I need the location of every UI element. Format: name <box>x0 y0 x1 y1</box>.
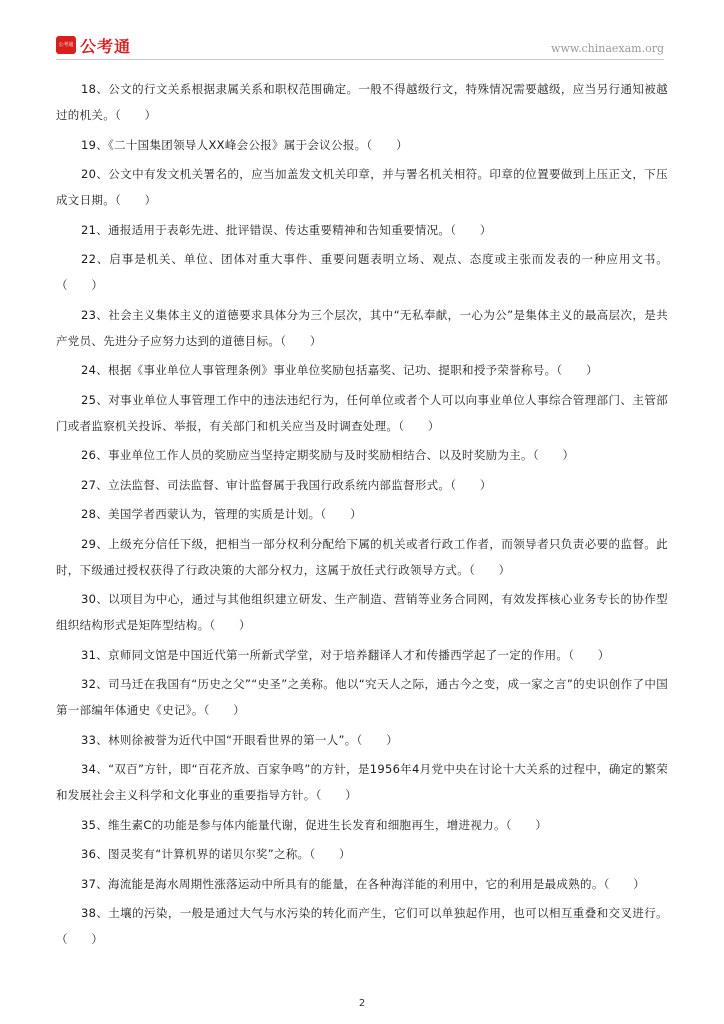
site-url[interactable]: www.chinaexam.org <box>551 42 664 55</box>
question-item-34: 34、“双百”方针，即“百花齐放、百家争鸣”的方针，是1956年4月党中央在讨论十大关系的过程中，确定的繁荣和发展社会主义科学和文化事业的重要指导方针。（ ） <box>56 762 668 802</box>
question-item-28: 28、美国学者西蒙认为，管理的实质是计划。（ ） <box>81 507 362 521</box>
question-item-29: 29、上级充分信任下级，把相当一部分权利分配给下属的机关或者行政工作者，而领导者只负责必要的监督。此时，下级通过授权获得了行政决策的大部分权力，这属于放任式行政领导方式。（ ） <box>56 536 668 577</box>
question-item-33: 33、林则徐被誉为近代中国“开眼看世界的第一人”。（ ） <box>81 732 398 747</box>
logo-badge-icon: 公考通 <box>56 36 76 54</box>
question-item-37: 37、海流能是海水周期性涨落运动中所具有的能量，在各种海洋能的利用中，它的利用是最成熟的。（ ） <box>81 876 646 891</box>
page-header <box>56 34 664 60</box>
question-item-31: 31、京师同文馆是中国近代第一所新式学堂，对于培养翻译人才和传播西学起了一定的作用。（ ） <box>81 647 610 662</box>
question-item-38: 38、土壤的污染，一般是通过大气与水污染的转化而产生，它们可以单独起作用，也可以相互重叠和交叉进行。（ ） <box>56 906 668 946</box>
question-item-32: 32、司马迁在我国有“历史之父”“史圣”之美称。他以“究天人之际，通古今之变，成一家之言”的史识创作了中国第一部编年体通史《史记》。（ ） <box>56 677 668 717</box>
brand-logo[interactable] <box>56 34 131 56</box>
question-item-25: 25、对事业单位人事管理工作中的违法违纪行为，任何单位或者个人可以向事业单位人事综合管理部门、主管部门或者监察机关投诉、举报，有关部门和机关应当及时调查处理。（ ） <box>56 392 668 433</box>
question-item-30: 30、以项目为中心，通过与其他组织建立研发、生产制造、营销等业务合同网，有效发挥核心业务专长的协作型组织结构形式是矩阵型结构。（ ） <box>56 592 668 632</box>
question-list <box>56 76 668 956</box>
header-divider <box>56 59 664 60</box>
question-item-23: 23、社会主义集体主义的道德要求具体分为三个层次，其中“无私奉献，一心为公”是集体主义的最高层次，是共产党员、先进分子应努力达到的道德目标。（ ） <box>56 307 668 348</box>
question-item-27: 27、立法监督、司法监督、审计监督属于我国行政系统内部监督形式。（ ） <box>81 477 492 492</box>
question-item-36: 36、图灵奖有“计算机界的诺贝尔奖”之称。（ ） <box>81 847 351 861</box>
question-item-35: 35、维生素C的功能是参与体内能量代谢，促进生长发育和细胞再生，增进视力。（ ） <box>81 817 548 832</box>
question-item-18: 18、公文的行文关系根据隶属关系和职权范围确定。一般不得越级行文，特殊情况需要越级，应当另行通知被越过的机关。（ ） <box>56 82 668 122</box>
question-item-22: 22、启事是机关、单位、团体对重大事件、重要问题表明立场、观点、态度或主张而发表的一种应用文书。（ ） <box>56 252 668 292</box>
page-number: 2 <box>358 998 366 1009</box>
logo-text: 公考通 <box>80 36 132 56</box>
question-item-19: 19、《二十国集团领导人XX峰会公报》属于会议公报。（ ） <box>81 137 408 152</box>
question-item-24: 24、根据《事业单位人事管理条例》事业单位奖励包括嘉奖、记功、提职和授予荣誉称号。（ ） <box>81 363 598 377</box>
question-item-21: 21、通报适用于表彰先进、批评错误、传达重要精神和告知重要情况。（ ） <box>81 222 492 237</box>
question-item-26: 26、事业单位工作人员的奖励应当坚持定期奖励与及时奖励相结合、以及时奖励为主。（ ） <box>81 448 575 462</box>
question-item-20: 20、公文中有发文机关署名的，应当加盖发文机关印章，并与署名机关相符。印章的位置要做到上压正文，下压成文日期。（ ） <box>56 167 668 207</box>
